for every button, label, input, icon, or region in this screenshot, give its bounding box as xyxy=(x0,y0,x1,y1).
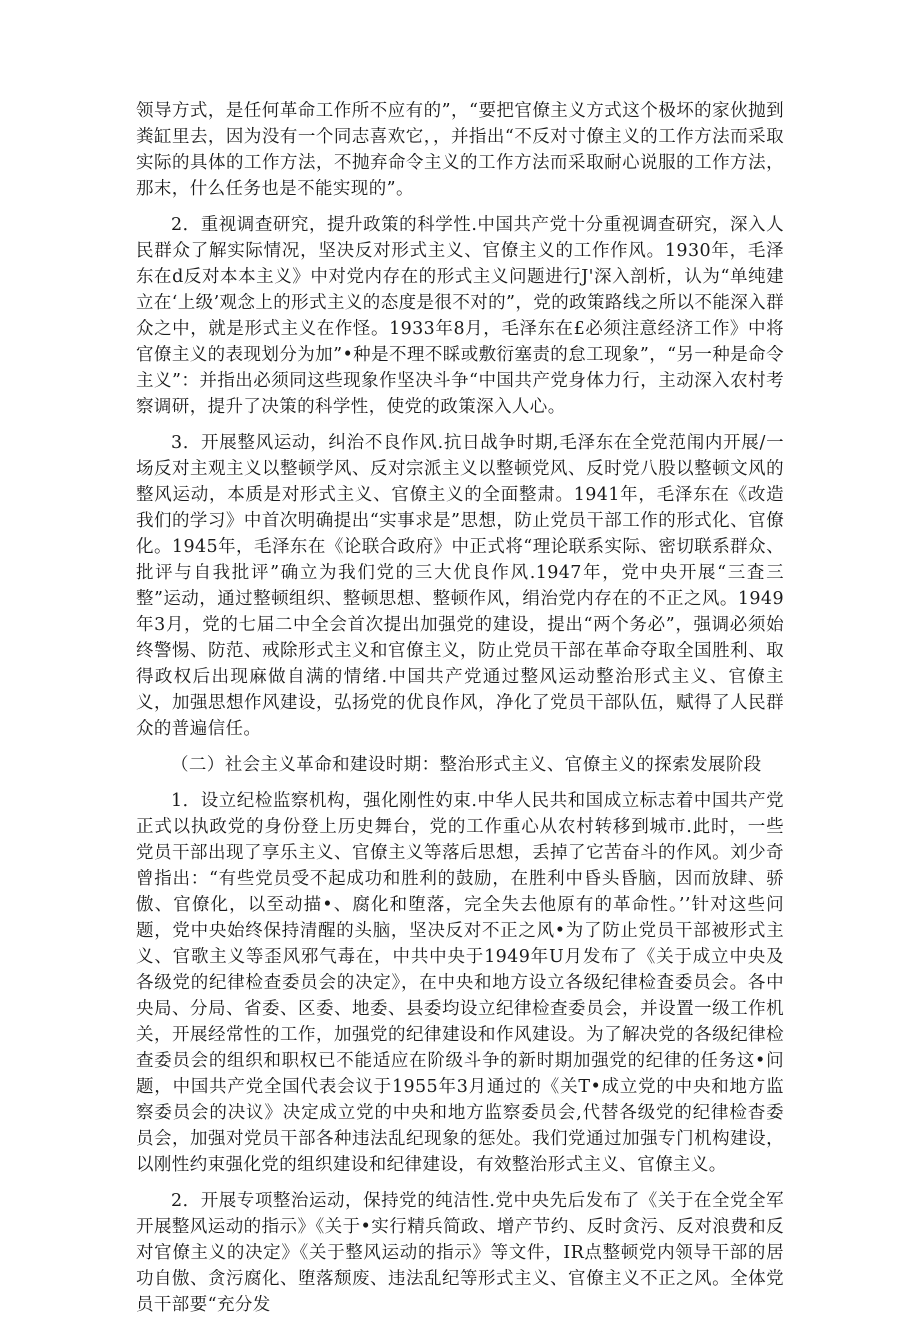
paragraph-continued: 领导方式，是任何革命工作所不应有的”，“要把官僚主义方式这个极坏的家伙抛到粪缸里去，因为没有一个同志喜欢它，，并指出“不反对寸僚主义的工作方法而采取实际的具体的工作方法，不抛弃命令主义的工作方法而采取耐心说服的工作方法，那末，什么任务也是不能实现的”。 xyxy=(136,101,784,199)
paragraph-discipline-inspection: 1．设立纪检监察机构，强化刚性妁束.中华人民共和国成立标志着中国共产党正式以执政党的身份登上历史舞台，党的工作重心从农村转移到城市.此时，一些党员干部出现了享乐主义、官僚主义等落后思想，丢掉了它苦奋斗的作风。刘少奇曾指出：“有些党员受不起成功和胜利的鼓励，在胜利中昏头昏脑，因而放肆、骄傲、官僚化，以至动描•、腐化和堕落，完全失去他原有的革命性。’’针对这些问题，党中央始终保持清醒的头脑，坚决反对不正之风•为了防止党员干部被形式主义、官歌主义等歪风邪气毒在，中共中央于1949年U月发布了《关于成立中央及各级党的纪律检查委员会的决定》，在中央和地方设立各级纪律检査委员会。各中央局、分局、省委、区委、地委、县委均设立纪律检查委员会，并设置一级工作机关，开展经常性的工作，加强党的纪律建设和作风建设。为了解决党的各级纪律检查委员会的组织和职权已不能适应在阶级斗争的新时期加强党的纪律的任务这•问题，中国共产党全国代表会议于1955年3月通过的《关T•成立党的中央和地方监察委员会的决议》决定成立党的中央和地方监察委员会,代替各级党的纪律检杳委员会，加强对党员干部各种违法乱纪现象的惩处。我们党通过加强专门机构建设，以刚性约束强化党的组织建设和纪律建设，有效整治形式主义、官僚主义。 xyxy=(136,791,784,1175)
document-page xyxy=(136,98,784,1318)
paragraph-gap xyxy=(136,420,784,430)
section-heading: （二）社会主义革命和建设时期：整治形式主义、官僚主义的探索发展阶段 xyxy=(171,755,762,775)
paragraph-investigation-research: 2．重视调查研究，提升政策的科学性.中国共产党十分重视调查研究，深入人民群众了解实际情况，坚决反对形式主义、官僚主义的工作作风。1930年，毛泽东在d反对本本主义》中对党内存在的形式主义问题进行J'深入剖析，认为“单纯建立在‘上级’观念上的形式主义的态度是很不对的”，党的政策路线之所以不能深入群众之中，就是形式主义在作怪。1933年8月，毛泽东在£必须注意经济工作》中将官僚主义的表现划分为加”•种是不理不睬或敷衍塞责的怠工现象”，“另一种是命令主义”：并指出必须同这些现象作坚决斗争“中国共产党身体力行，主动深入农村考察调研，提升了决策的科学性，使党的政策深入人心。 xyxy=(136,215,784,417)
paragraph-gap xyxy=(136,778,784,788)
paragraph-gap xyxy=(136,742,784,752)
paragraph-gap xyxy=(136,1178,784,1188)
paragraph-special-rectification: 2．开展专项整治运动，保持党的纯洁性.党中央先后发布了《关于在全党全军开展整风运动的指示》《关于•实行精兵简政、增产节约、反时贪污、反对浪费和反对官僚主义的决定》《关于整风运动的指示》等文件，IR点整顿党内领导干部的居功自傲、贪污腐化、堕落颓废、违法乱纪等形式主义、官僚主义不正之风。全体党员干部要“充分发 xyxy=(136,1191,784,1315)
paragraph-gap xyxy=(136,202,784,212)
paragraph-rectification-movement: 3．开展整风运动，纠治不良作风.抗日战争时期,毛泽东在全党范闱内开展/一场反对主观主义以整顿学风、反对宗派主义以整顿党风、反时党八股以整顿文风的整风运动，本质是对形式主义、官僚主义的全面整肃。1941年，毛泽东在《改造我们的学习》中首次明确提出“实事求是”思想，防止党员干部工作的形式化、官僚化。1945年，毛泽东在《论联合政府》中正式将“理论联系实际、密切联系群众、批评与自我批评”确立为我们党的三大优良作风.1947年，党中央开展“三査三整”运动，通过整顿组织、整顿思想、整顿作风，绢治党内存在的不正之风。1949年3月，党的七届二中全会首次提出加强党的建设，提出“两个务必”，强调必须始终警惕、防范、戒除形式主义和官僚主义，防止党员干部在革命夺取全国胜利、取得政权后出现麻做自满的情绪.中国共产党通过整风运动整治形式主义、官僚主义，加强思想作风建设，弘扬党的优良作风，净化了党员干部队伍，赋得了人民群众的普遍信任。 xyxy=(136,433,784,739)
